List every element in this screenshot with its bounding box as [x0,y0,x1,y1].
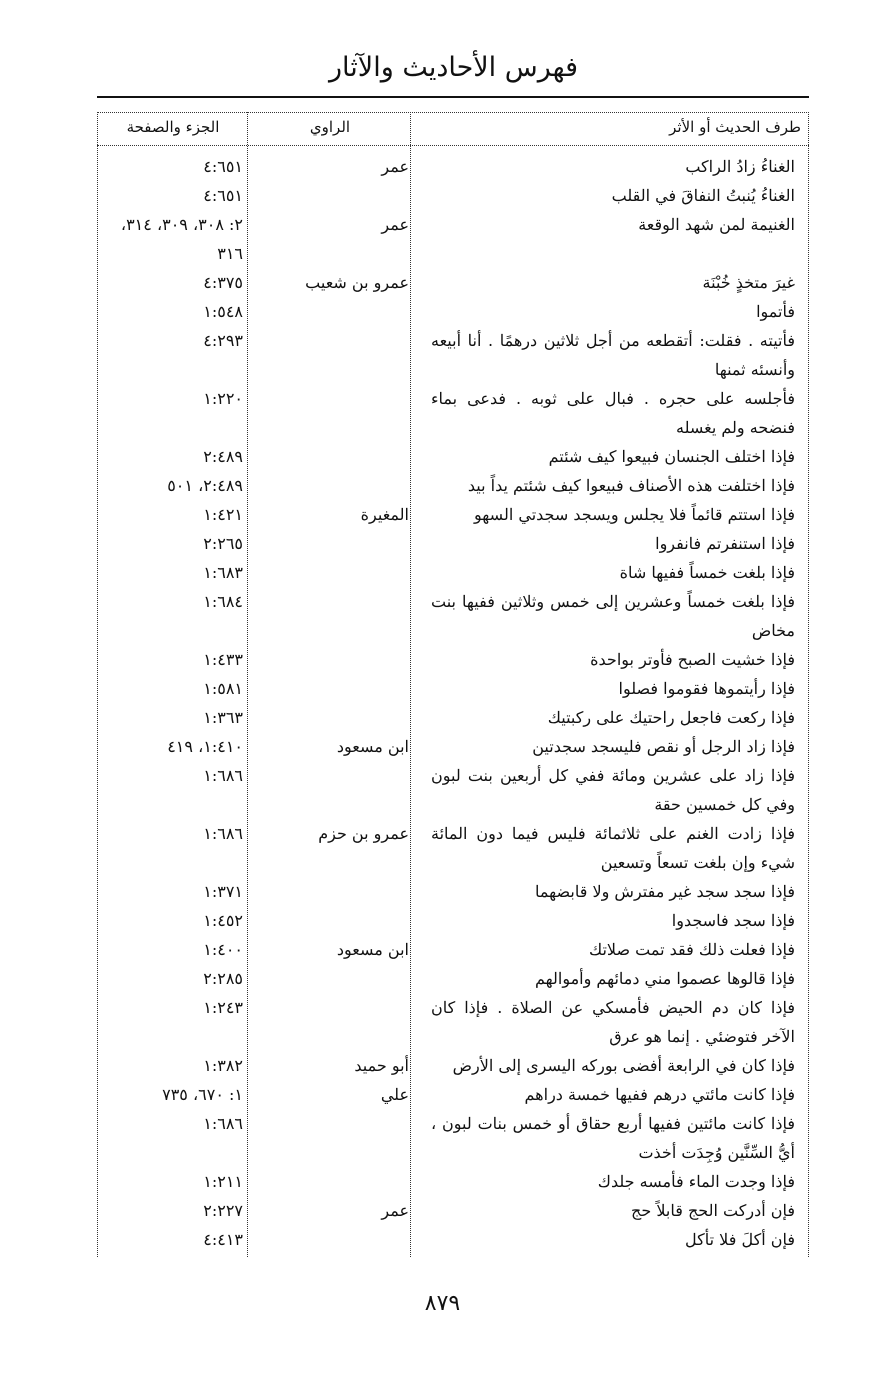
table-row [97,674,809,703]
narrator: المغيرة [360,505,409,524]
narrator [257,703,421,732]
hadith-text: فإذا قالوها عصموا مني دمائهم وأموالهم [534,969,795,988]
hadith-text: فإذا زاد على عشرين ومائة ففي كل أربعين بنت لبون وفي كل خمسين حقة [431,766,795,814]
narrator [257,645,421,674]
hadith-text: فإذا كان دم الحيض فأمسكي عن الصلاة . فإذا كان الآخر فتوضئي . إنما هو عرق [431,998,795,1046]
table-row [97,703,809,732]
hadith-text: فإذا كانت مائتي درهم ففيها خمسة دراهم [524,1085,795,1104]
narrator [257,1167,421,1196]
narrator: أبو حميد [354,1056,409,1075]
narrator: ابن مسعود [336,940,409,959]
table-row [97,1080,809,1109]
volume-page: ٤:٣٧٥ [203,273,243,292]
table-row [97,1225,809,1254]
hadith-text: فإذا بلغت خمساً وعشرين إلى خمس وثلاثين ففيها بنت مخاض [431,592,795,640]
table-row [97,935,809,964]
hadith-text: الغناءُ يُنبتُ النفاقَ في القلب [611,186,795,205]
table-row [97,819,809,877]
table-row [97,964,809,993]
table-row [97,529,809,558]
volume-page: ١:٤٠٠ [203,940,243,959]
table-row [97,558,809,587]
narrator [257,674,421,703]
table-row [97,993,809,1051]
header-tarf: طرف الحديث أو الأثر [669,118,801,136]
hadith-text: فإذا زاد الرجل أو نقص فليسجد سجدتين [532,737,795,756]
narrator [257,442,421,471]
header-page: الجزء والصفحة [126,118,220,136]
volume-page: ٢:٢٨٥ [203,969,243,988]
narrator: ابن مسعود [336,737,409,756]
hadith-text: فأتيته . فقلت: أتقطعه من أجل ثلاثين درهمًا . أنا أبيعه وأنسئه ثمنها [431,331,795,379]
volume-page: ٤:٢٩٣ [203,331,243,350]
volume-page: ١:٦٨٦ [203,1114,243,1133]
volume-page: ١:٣٧١ [203,882,243,901]
narrator [257,587,421,645]
volume-page: ١:٦٨٤ [203,592,243,611]
hadith-text: فإذا اختلف الجنسان فبيعوا كيف شئتم [548,447,795,466]
narrator [257,761,421,819]
volume-page: ٤:٦٥١ [203,157,243,176]
table-top-border [97,112,809,113]
hadith-text: فإذا كان في الرابعة أفضى بوركه اليسرى إلى الأرض [452,1056,795,1075]
hadith-text: فإذا زادت الغنم على ثلاثمائة فليس فيما دون المائة شيء وإن بلغت تسعاً وتسعين [431,824,795,872]
table-row [97,384,809,442]
narrator: عمر [381,157,409,176]
title-rule [97,96,809,98]
narrator [257,384,421,442]
hadith-index-table [97,112,809,1257]
volume-page: ١:٢١١ [203,1172,243,1191]
table-row [97,181,809,210]
narrator: عمرو بن حزم [318,824,409,843]
table-row [97,1109,809,1167]
hadith-text: فإذا سجد سجد غير مفترش ولا قابضهما [535,882,795,901]
volume-page: ١:٣٦٣ [203,708,243,727]
hadith-text: فإذا كانت مائتين ففيها أربع حقاق أو خمس بنات لبون ، أيُّ السِّنَّين وُجِدَت أخذت [431,1114,795,1162]
table-row [97,268,809,297]
volume-page: ١:٦٨٦ [203,824,243,843]
narrator [257,1225,421,1254]
table-row [97,587,809,645]
hadith-text: فإذا ركعت فاجعل راحتيك على ركبتيك [547,708,795,727]
volume-page: ١:٢٢٠ [203,389,243,408]
table-row [97,1196,809,1225]
hadith-text: الغناءُ زادُ الراكب [685,157,795,176]
table-row [97,645,809,674]
narrator [257,877,421,906]
narrator [257,529,421,558]
hadith-text: فإذا اختلفت هذه الأصناف فبيعوا كيف شئتم يداً بيد [467,476,795,495]
table-row [97,732,809,761]
narrator [257,906,421,935]
narrator [257,993,421,1051]
hadith-text: فأتموا [756,302,795,321]
hadith-text: فإن أدركت الحج قابلاً حج [631,1201,795,1220]
volume-page: ١:٤٥٢ [203,911,243,930]
narrator [257,964,421,993]
narrator: عمرو بن شعيب [305,273,409,292]
narrator [257,1109,421,1167]
table-row [97,906,809,935]
hadith-text: فإن أكلَ فلا تأكل [685,1230,795,1249]
volume-page: ١: ٦٧٠، ٧٣٥ [162,1085,243,1104]
hadith-text: فإذا فعلت ذلك فقد تمت صلاتك [588,940,795,959]
hadith-text: فأجلسه على حجره . فبال على ثوبه . فدعى بماء فنضحه ولم يغسله [431,389,795,437]
hadith-text: فإذا خشيت الصبح فأوتر بواحدة [590,650,795,669]
narrator [257,326,421,384]
volume-page: ١:٦٨٦ [203,766,243,785]
hadith-text: فإذا سجد فاسجدوا [671,911,795,930]
volume-page: ٢:٤٨٩ [203,447,243,466]
narrator: عمر [381,1201,409,1220]
table-row [97,1167,809,1196]
table-row [97,471,809,500]
table-row [97,442,809,471]
volume-page: ٢:٢٦٥ [203,534,243,553]
volume-page: ٤:٤١٣ [203,1230,243,1249]
narrator: علي [380,1085,409,1104]
table-row [97,152,809,181]
table-row [97,326,809,384]
hadith-text: غيرَ متخذٍ خُبْنَة [702,273,795,292]
volume-page: ٢:٢٢٧ [203,1201,243,1220]
hadith-text: فإذا وجدت الماء فأمسه جلدك [597,1172,795,1191]
narrator [257,558,421,587]
volume-page: ١:٣٨٢ [203,1056,243,1075]
narrator [257,297,421,326]
header-rawi: الراوي [309,118,351,136]
volume-page: ١:٦٨٣ [203,563,243,582]
volume-page: ١:٤٣٣ [203,650,243,669]
table-row [97,500,809,529]
volume-page: ٤:٦٥١ [203,186,243,205]
narrator: عمر [381,215,409,234]
table-row [97,1051,809,1080]
hadith-text: فإذا رأيتموها فقوموا فصلوا [618,679,795,698]
volume-page: ٢:٤٨٩، ٥٠١ [167,476,243,495]
table-header-border [97,145,809,146]
page-number: ٨٧٩ [424,1291,461,1316]
volume-page: ١:٢٤٣ [203,998,243,1017]
volume-page: ١:٤٢١ [203,505,243,524]
volume-page: ١:٥٨١ [203,679,243,698]
hadith-text: فإذا بلغت خمساً ففيها شاة [619,563,795,582]
table-row [97,210,809,268]
table-row [97,297,809,326]
volume-page: ٢: ٣٠٨، ٣٠٩، ٣١٤، ٣١٦ [120,215,243,263]
hadith-text: فإذا استتم قائماً فلا يجلس ويسجد سجدتي السهو [474,505,795,524]
table-body [97,152,809,1254]
volume-page: ١:٥٤٨ [203,302,243,321]
narrator [257,471,421,500]
page-title: فهرس الأحاديث والآثار [329,52,578,83]
narrator [257,181,421,210]
table-row [97,761,809,819]
table-row [97,877,809,906]
hadith-text: فإذا استنفرتم فانفروا [655,534,795,553]
volume-page: ١:٤١٠، ٤١٩ [167,737,243,756]
hadith-text: الغنيمة لمن شهد الوقعة [638,215,795,234]
